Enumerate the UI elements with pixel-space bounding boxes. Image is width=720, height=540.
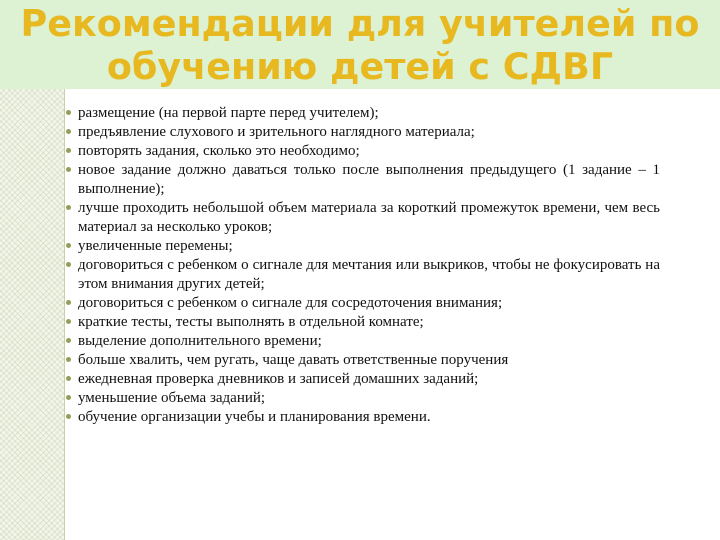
bullet-icon xyxy=(66,262,71,267)
bullet-icon xyxy=(66,414,71,419)
bullet-icon xyxy=(66,148,71,153)
list-item xyxy=(66,389,660,408)
bullet-icon xyxy=(66,205,71,210)
list-item xyxy=(66,332,660,351)
vertical-divider xyxy=(64,89,65,540)
list-item xyxy=(66,161,660,199)
list-item xyxy=(66,142,660,161)
list-item-text: размещение (на первой парте перед учителем); xyxy=(78,105,379,121)
list-item xyxy=(66,370,660,389)
list-item-text: уменьшение объема заданий; xyxy=(78,390,266,406)
bullet-icon xyxy=(66,338,71,343)
bullet-icon xyxy=(66,167,71,172)
list-item xyxy=(66,294,660,313)
bullet-icon xyxy=(66,300,71,305)
list-item-text: повторять задания, сколько это необходимо; xyxy=(78,143,360,159)
bullet-icon xyxy=(66,395,71,400)
slide-title: Рекомендации для учителей по обучению детей с СДВГ xyxy=(20,2,700,88)
list-item-text: договориться с ребенком о сигнале для мечтания или выкриков, чтобы не фокусировать на этом внимания других детей; xyxy=(78,257,660,292)
list-item-text: увеличенные перемены; xyxy=(78,238,233,254)
list-item-text: ежедневная проверка дневников и записей домашних заданий; xyxy=(78,371,479,387)
list-item-text: краткие тесты, тесты выполнять в отдельной комнате; xyxy=(78,314,424,330)
list-item-text: больше хвалить, чем ругать, чаще давать ответственные поручения xyxy=(78,352,509,368)
list-item xyxy=(66,104,660,123)
list-item xyxy=(66,256,660,294)
decorative-side-stripe xyxy=(0,89,64,540)
bullet-icon xyxy=(66,129,71,134)
list-item-text: договориться с ребенком о сигнале для сосредоточения внимания; xyxy=(78,295,503,311)
bullet-icon xyxy=(66,376,71,381)
list-item xyxy=(66,237,660,256)
recommendation-list xyxy=(66,104,660,427)
list-item xyxy=(66,408,660,427)
bullet-icon xyxy=(66,243,71,248)
list-item-text: выделение дополнительного времени; xyxy=(78,333,322,349)
list-item-text: новое задание должно даваться только после выполнения предыдущего (1 задание – 1 выполнение); xyxy=(78,162,660,197)
bullet-icon xyxy=(66,319,71,324)
list-item-text: предъявление слухового и зрительного наглядного материала; xyxy=(78,124,475,140)
list-item xyxy=(66,313,660,332)
list-item xyxy=(66,199,660,237)
list-item-text: обучение организации учебы и планирования времени. xyxy=(78,409,431,425)
list-item-text: лучше проходить небольшой объем материала за короткий промежуток времени, чем весь материал за несколько уроков; xyxy=(78,200,660,235)
bullet-icon xyxy=(66,357,71,362)
list-item xyxy=(66,351,660,370)
bullet-icon xyxy=(66,110,71,115)
list-item xyxy=(66,123,660,142)
